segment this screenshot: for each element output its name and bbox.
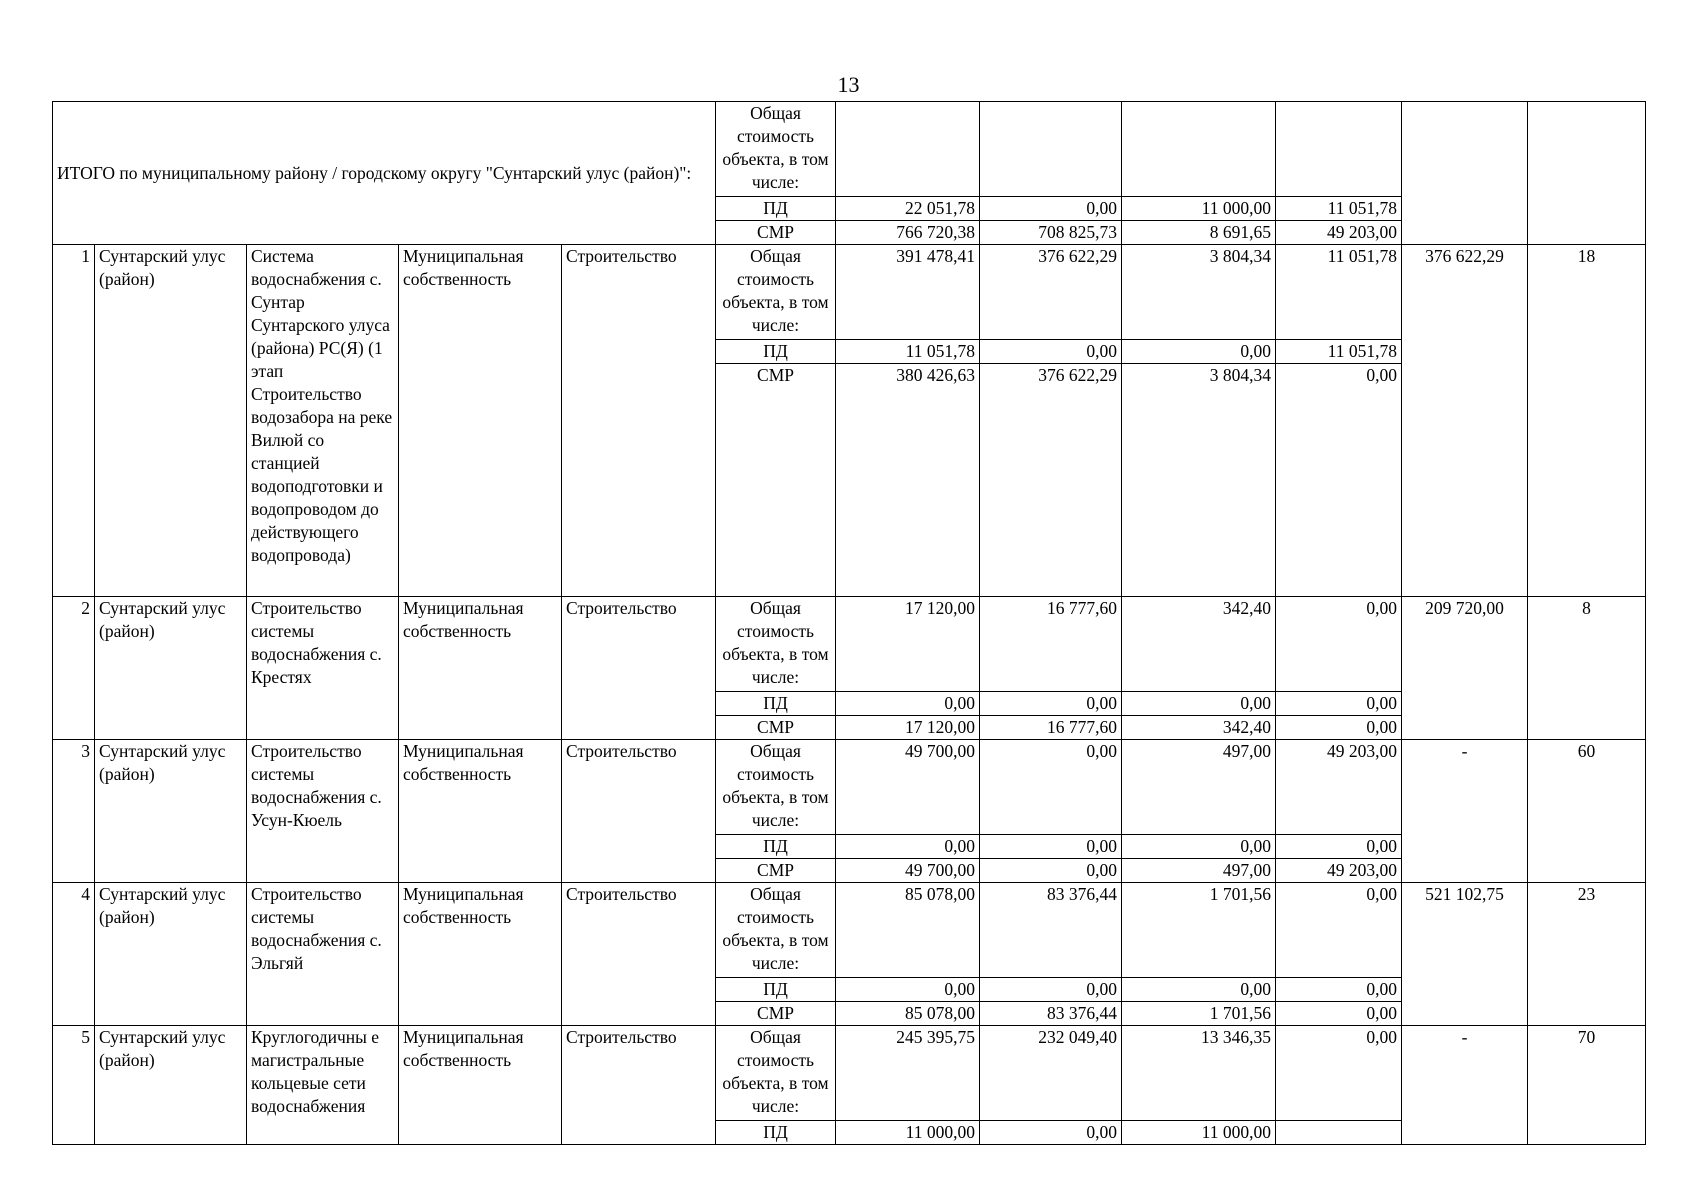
- total-cost-label: Общая стоимость объекта, в том числе:: [716, 1026, 836, 1121]
- total-cost-label: Общая стоимость объекта, в том числе:: [716, 597, 836, 692]
- row-object: Строительство системы водоснабжения с. Эльгяй: [247, 883, 399, 1026]
- row-number: 4: [53, 883, 95, 1026]
- row-pd-value: 0,00: [1122, 692, 1276, 716]
- row-ownership: Муниципальная собственность: [399, 1026, 562, 1145]
- row-col10: -: [1402, 740, 1528, 883]
- row-smr-value: 83 376,44: [980, 1002, 1122, 1026]
- row-pd-value: 11 000,00: [836, 1121, 980, 1145]
- pd-label: ПД: [716, 835, 836, 859]
- total-smr-value: 708 825,73: [980, 221, 1122, 245]
- row-pd-value: 0,00: [1276, 692, 1402, 716]
- row-pd-value: 0,00: [1122, 978, 1276, 1002]
- row-total-value: 0,00: [1276, 597, 1402, 692]
- row-type: Строительство: [562, 740, 716, 883]
- row-smr-value: 16 777,60: [980, 716, 1122, 740]
- row-col11: 23: [1528, 883, 1646, 1026]
- row-total-value: 497,00: [1122, 740, 1276, 835]
- row-pd-value: 0,00: [836, 978, 980, 1002]
- row-pd-value: 0,00: [980, 1121, 1122, 1145]
- row-type: Строительство: [562, 1026, 716, 1145]
- smr-label: СМР: [716, 859, 836, 883]
- row-total-value: 1 701,56: [1122, 883, 1276, 978]
- row-col11: 60: [1528, 740, 1646, 883]
- row-smr-value: 0,00: [1276, 1002, 1402, 1026]
- row-ownership: Муниципальная собственность: [399, 597, 562, 740]
- row-total-value: 17 120,00: [836, 597, 980, 692]
- row-object: Система водоснабжения с. Сунтар Сунтарского улуса (района) РС(Я) (1 этап Строительство водозабора на реке Вилюй со станцией водоподготовки и водопроводом до действующего водопровода): [247, 245, 399, 597]
- pd-label: ПД: [716, 197, 836, 221]
- row-smr-value: 3 804,34: [1122, 364, 1276, 597]
- row-number: 3: [53, 740, 95, 883]
- row-number: 1: [53, 245, 95, 597]
- row-pd-value: [1276, 1121, 1402, 1145]
- row-total-value: 232 049,40: [980, 1026, 1122, 1121]
- row-type: Строительство: [562, 883, 716, 1026]
- row-pd-value: 0,00: [836, 692, 980, 716]
- row-smr-value: 49 700,00: [836, 859, 980, 883]
- row-pd-value: 0,00: [980, 835, 1122, 859]
- row-total-value: 85 078,00: [836, 883, 980, 978]
- row-col11: 8: [1528, 597, 1646, 740]
- row-number: 2: [53, 597, 95, 740]
- total-cost-label: Общая стоимость объекта, в том числе:: [716, 245, 836, 340]
- total-smr-value: 49 203,00: [1276, 221, 1402, 245]
- row-pd-value: 11 051,78: [1276, 340, 1402, 364]
- row-total-value: 49 203,00: [1276, 740, 1402, 835]
- row-district: Сунтарский улус (район): [95, 597, 247, 740]
- total-cost-label: Общая стоимость объекта, в том числе:: [716, 883, 836, 978]
- smr-label: СМР: [716, 1002, 836, 1026]
- row-col10: -: [1402, 1026, 1528, 1145]
- total-smr-value: 8 691,65: [1122, 221, 1276, 245]
- total-pd-value: 11 051,78: [1276, 197, 1402, 221]
- row-smr-value: 49 203,00: [1276, 859, 1402, 883]
- row-total-value: 49 700,00: [836, 740, 980, 835]
- row-smr-value: 1 701,56: [1122, 1002, 1276, 1026]
- pd-label: ПД: [716, 692, 836, 716]
- row-object: Строительство системы водоснабжения с. Усун-Кюель: [247, 740, 399, 883]
- row-district: Сунтарский улус (район): [95, 245, 247, 597]
- page-number: 13: [837, 72, 860, 97]
- row-type: Строительство: [562, 245, 716, 597]
- row-total-value: 11 051,78: [1276, 245, 1402, 340]
- row-total-value: 391 478,41: [836, 245, 980, 340]
- row-district: Сунтарский улус (район): [95, 883, 247, 1026]
- row-type: Строительство: [562, 597, 716, 740]
- row-total-value: 245 395,75: [836, 1026, 980, 1121]
- row-object: Строительство системы водоснабжения с. Крестях: [247, 597, 399, 740]
- pd-label: ПД: [716, 340, 836, 364]
- row-smr-value: 380 426,63: [836, 364, 980, 597]
- row-col10: 376 622,29: [1402, 245, 1528, 597]
- row-pd-value: 0,00: [1276, 978, 1402, 1002]
- row-object: Круглогодичны е магистральные кольцевые сети водоснабжения: [247, 1026, 399, 1145]
- row-pd-value: 11 051,78: [836, 340, 980, 364]
- row-total-value: 83 376,44: [980, 883, 1122, 978]
- row-pd-value: 0,00: [1122, 340, 1276, 364]
- pd-label: ПД: [716, 1121, 836, 1145]
- row-number: 5: [53, 1026, 95, 1145]
- row-smr-value: 0,00: [980, 859, 1122, 883]
- row-total-value: 3 804,34: [1122, 245, 1276, 340]
- smr-label: СМР: [716, 716, 836, 740]
- row-smr-value: 0,00: [1276, 364, 1402, 597]
- total-smr-value: 766 720,38: [836, 221, 980, 245]
- row-pd-value: 0,00: [980, 340, 1122, 364]
- total-pd-value: 0,00: [980, 197, 1122, 221]
- pd-label: ПД: [716, 978, 836, 1002]
- smr-label: СМР: [716, 221, 836, 245]
- row-smr-value: 376 622,29: [980, 364, 1122, 597]
- row-district: Сунтарский улус (район): [95, 740, 247, 883]
- row-smr-value: 85 078,00: [836, 1002, 980, 1026]
- total-title: ИТОГО по муниципальному району / городскому округу "Сунтарский улус (район)":: [53, 102, 716, 245]
- row-smr-value: 17 120,00: [836, 716, 980, 740]
- row-pd-value: 0,00: [1122, 835, 1276, 859]
- total-cost-label: Общая стоимость объекта, в том числе:: [716, 102, 836, 197]
- total-pd-value: 22 051,78: [836, 197, 980, 221]
- investment-table: [52, 101, 1646, 1145]
- row-pd-value: 11 000,00: [1122, 1121, 1276, 1145]
- row-total-value: 0,00: [1276, 883, 1402, 978]
- row-col11: 18: [1528, 245, 1646, 597]
- row-smr-value: 342,40: [1122, 716, 1276, 740]
- row-ownership: Муниципальная собственность: [399, 883, 562, 1026]
- row-ownership: Муниципальная собственность: [399, 740, 562, 883]
- row-total-value: 16 777,60: [980, 597, 1122, 692]
- row-district: Сунтарский улус (район): [95, 1026, 247, 1145]
- row-smr-value: 0,00: [1276, 716, 1402, 740]
- row-smr-value: 497,00: [1122, 859, 1276, 883]
- total-pd-value: 11 000,00: [1122, 197, 1276, 221]
- row-col10: 209 720,00: [1402, 597, 1528, 740]
- row-total-value: 342,40: [1122, 597, 1276, 692]
- smr-label: СМР: [716, 364, 836, 597]
- row-pd-value: 0,00: [980, 692, 1122, 716]
- row-col11: 70: [1528, 1026, 1646, 1145]
- row-total-value: 0,00: [980, 740, 1122, 835]
- total-cost-label: Общая стоимость объекта, в том числе:: [716, 740, 836, 835]
- row-ownership: Муниципальная собственность: [399, 245, 562, 597]
- row-total-value: 13 346,35: [1122, 1026, 1276, 1121]
- row-col10: 521 102,75: [1402, 883, 1528, 1026]
- row-pd-value: 0,00: [836, 835, 980, 859]
- row-total-value: 376 622,29: [980, 245, 1122, 340]
- row-total-value: 0,00: [1276, 1026, 1402, 1121]
- row-pd-value: 0,00: [1276, 835, 1402, 859]
- row-pd-value: 0,00: [980, 978, 1122, 1002]
